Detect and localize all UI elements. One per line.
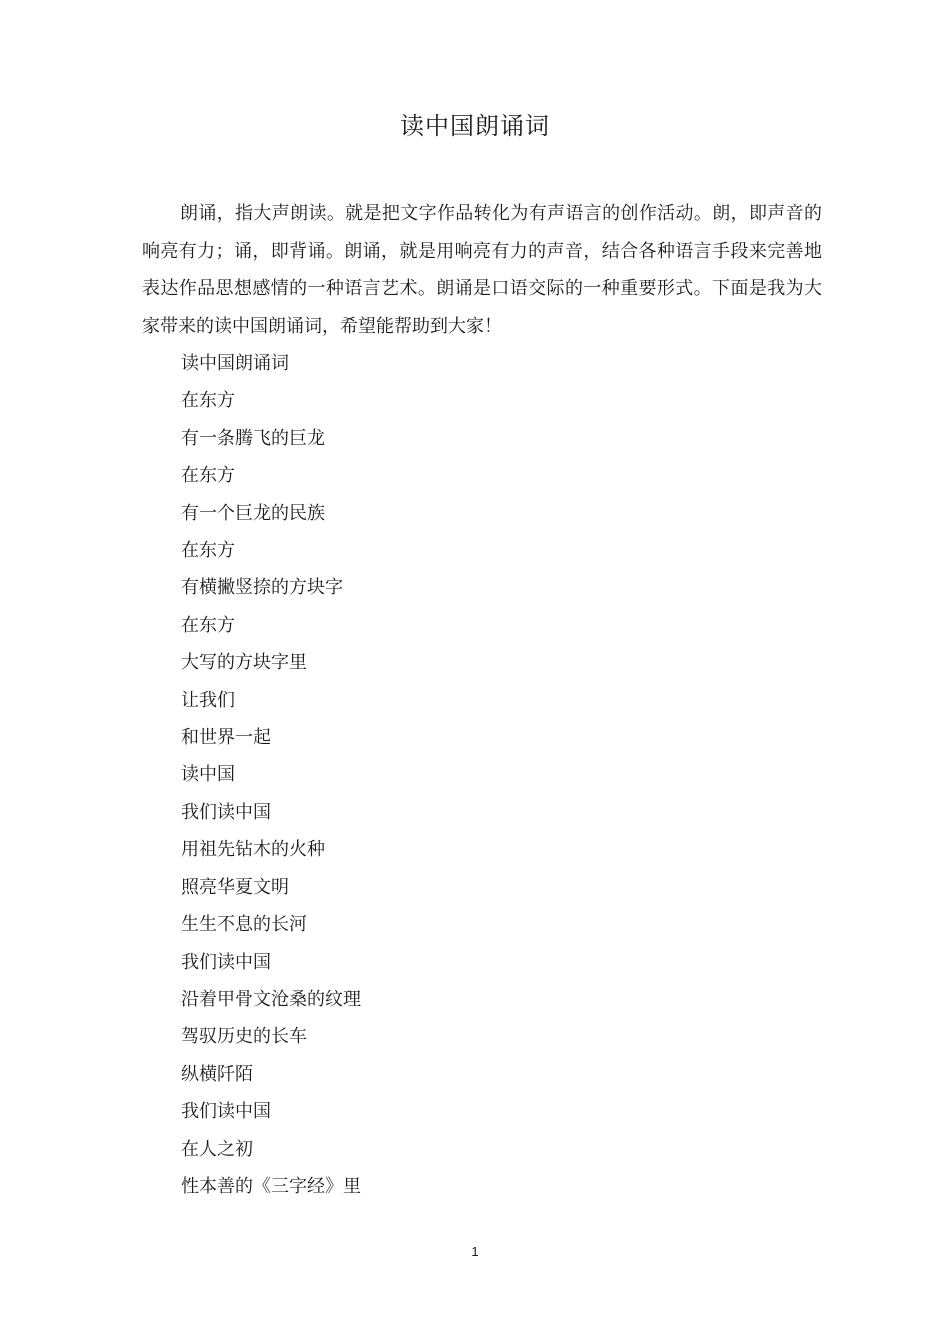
poem-line: 照亮华夏文明 xyxy=(181,876,289,898)
poem-line: 驾驭历史的长车 xyxy=(181,1026,307,1048)
poem-line: 大写的方块字里 xyxy=(181,652,307,674)
poem-line: 读中国 xyxy=(181,764,235,786)
poem-line: 纵横阡陌 xyxy=(181,1063,253,1085)
poem-line: 我们读中国 xyxy=(181,951,271,973)
intro-paragraph: 朗诵，指大声朗读。就是把文字作品转化为有声语言的创作活动。朗，即声音的响亮有力；诵，即背诵。朗诵，就是用响亮有力的声音，结合各种语言手段来完善地表达作品思想感情的一种语言艺术。朗诵是口语交际的一种重要形式。下面是我为大家带来的读中国朗诵词，希望能帮助到大家！ xyxy=(142,203,822,337)
poem-line: 性本善的《三字经》里 xyxy=(181,1175,361,1197)
poem-line: 生生不息的长河 xyxy=(181,914,307,936)
poem-line: 在东方 xyxy=(181,465,235,487)
poem-line: 有一个巨龙的民族 xyxy=(181,502,325,524)
poem-line: 有一条腾飞的巨龙 xyxy=(181,427,325,449)
poem-line: 沿着甲骨文沧桑的纹理 xyxy=(181,988,361,1010)
poem-line: 我们读中国 xyxy=(181,801,271,823)
poem-line: 在东方 xyxy=(181,614,235,636)
poem-line: 在东方 xyxy=(181,540,235,562)
poem-line: 和世界一起 xyxy=(181,727,271,749)
poem-line: 读中国朗诵词 xyxy=(181,353,289,374)
page-number: 1 xyxy=(471,1244,479,1259)
poem-line: 有横撇竖捺的方块字 xyxy=(181,577,343,599)
poem-line: 在人之初 xyxy=(181,1138,253,1160)
poem-lines xyxy=(181,345,361,1205)
poem-line: 在东方 xyxy=(181,390,235,412)
poem-line: 让我们 xyxy=(181,689,235,711)
document-title: 读中国朗诵词 xyxy=(400,112,550,140)
poem-line: 我们读中国 xyxy=(181,1101,271,1123)
poem-line: 用祖先钻木的火种 xyxy=(181,839,325,861)
